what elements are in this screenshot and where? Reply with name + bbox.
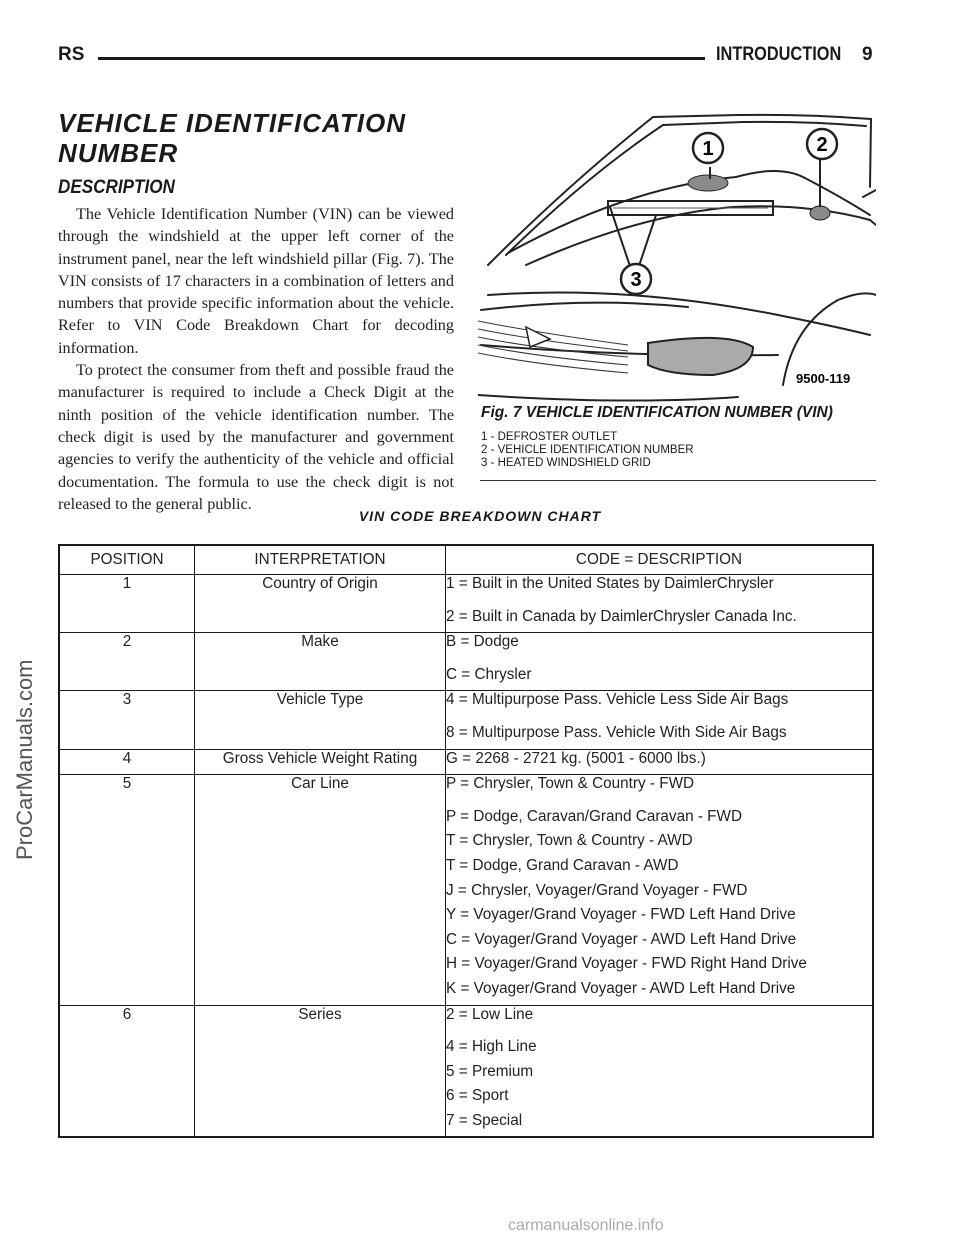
code-line: G = 2268 - 2721 kg. (5001 - 6000 lbs.) xyxy=(446,749,706,767)
interpretation-cell: Country of Origin xyxy=(195,575,446,633)
position-cell: 1 xyxy=(59,575,195,633)
callout-3 xyxy=(621,264,651,294)
code-cell xyxy=(446,775,874,1005)
figure-caption: Fig. 7 VEHICLE IDENTIFICATION NUMBER (VIN) xyxy=(481,404,833,421)
code-line: 5 = Premium xyxy=(446,1062,534,1080)
legend-item: 1 - DEFROSTER OUTLET xyxy=(481,431,618,443)
code-line: 1 = Built in the United States by DaimlerChrysler xyxy=(446,575,774,592)
code-cell xyxy=(446,1005,874,1137)
headlamp xyxy=(648,338,753,375)
defroster-spot xyxy=(688,175,728,191)
vin-plate xyxy=(810,206,830,220)
column-header: POSITION xyxy=(59,545,195,575)
code-line: Y = Voyager/Grand Voyager - FWD Left Hand Drive xyxy=(446,906,796,924)
code-line: P = Dodge, Caravan/Grand Caravan - FWD xyxy=(446,807,743,825)
code-line: J = Chrysler, Voyager/Grand Voyager - FWD xyxy=(446,881,748,899)
interpretation-cell: Gross Vehicle Weight Rating xyxy=(195,749,446,775)
table-header-row xyxy=(59,545,873,575)
paragraph: To protect the consumer from theft and possible fraud the manufacturer is required to include a Check Digit at the ninth position of the vehicle identification number. The check digit is used by the manufacturer and government agencies to verify the authenticity of the vehicle and official documentation. The formula to use the check digit is not released to the general public. xyxy=(58,361,454,513)
column-header: CODE = DESCRIPTION xyxy=(446,545,874,575)
code-cell xyxy=(446,749,874,775)
table-body xyxy=(59,575,873,1138)
position-cell: 3 xyxy=(59,691,195,749)
table-row xyxy=(59,633,873,691)
header-rule xyxy=(98,57,705,60)
code-line: 4 = Multipurpose Pass. Vehicle Less Side Air Bags xyxy=(446,691,789,709)
callout-2 xyxy=(807,129,837,159)
interpretation-cell: Make xyxy=(195,633,446,691)
table-row xyxy=(59,775,873,1005)
svg-text:3: 3 xyxy=(630,269,642,291)
code-line: B = Dodge xyxy=(446,633,519,651)
code-cell xyxy=(446,633,874,691)
position-cell: 5 xyxy=(59,775,195,1005)
code-cell xyxy=(446,575,874,633)
side-watermark: ProCarManuals.com xyxy=(12,659,37,860)
table-row xyxy=(59,575,873,633)
code-line: 2 = Low Line xyxy=(446,1005,534,1023)
column-header: INTERPRETATION xyxy=(195,545,446,575)
section-title: DESCRIPTION xyxy=(58,177,175,198)
code-line: H = Voyager/Grand Voyager - FWD Right Hand Drive xyxy=(446,955,807,973)
page-number: 9 xyxy=(862,44,873,65)
code-line: 2 = Built in Canada by DaimlerChrysler Canada Inc. xyxy=(446,607,797,625)
table-row xyxy=(59,1005,873,1137)
position-cell: 6 xyxy=(59,1005,195,1137)
svg-text:1: 1 xyxy=(702,138,714,160)
header-chapter-title: INTRODUCTION xyxy=(716,44,842,65)
interpretation-cell: Car Line xyxy=(195,775,446,1005)
interpretation-cell: Vehicle Type xyxy=(195,691,446,749)
code-line: T = Chrysler, Town & Country - AWD xyxy=(446,832,693,850)
table-row xyxy=(59,691,873,749)
callout-1 xyxy=(693,133,723,163)
page-title: VEHICLE IDENTIFICATION NUMBER xyxy=(58,108,406,168)
vin-location-illustration xyxy=(478,95,876,405)
code-cell xyxy=(446,691,874,749)
code-line: K = Voyager/Grand Voyager - AWD Left Hand Drive xyxy=(446,979,796,997)
code-line: C = Voyager/Grand Voyager - AWD Left Hand Drive xyxy=(446,930,797,948)
footer-watermark: carmanualsonline.info xyxy=(508,1217,664,1234)
code-line: 7 = Special xyxy=(446,1111,523,1129)
interpretation-cell: Series xyxy=(195,1005,446,1137)
legend-item: 2 - VEHICLE IDENTIFICATION NUMBER xyxy=(481,444,694,456)
table-title: VIN CODE BREAKDOWN CHART xyxy=(358,508,602,524)
position-cell: 4 xyxy=(59,749,195,775)
code-line: 8 = Multipurpose Pass. Vehicle With Side Air Bags xyxy=(446,723,787,741)
header-section-code: RS xyxy=(58,44,85,65)
code-line: C = Chrysler xyxy=(446,665,532,683)
vin-code-table xyxy=(58,544,874,1138)
figure-code: 9500-119 xyxy=(796,371,851,386)
legend-item: 3 - HEATED WINDSHIELD GRID xyxy=(481,457,651,469)
paragraph: The Vehicle Identification Number (VIN) can be viewed through the windshield at the upper left corner of the instrument panel, near the left windshield pillar (Fig. 7). The VIN consists of 17 characters in a combination of letters and numbers that provide specific information about the vehicle. Refer to VIN Code Breakdown Chart for decoding information. xyxy=(58,205,454,357)
figure-rule xyxy=(480,480,876,481)
code-line: T = Dodge, Grand Caravan - AWD xyxy=(446,856,679,874)
figure-legend xyxy=(481,431,694,470)
code-line: 6 = Sport xyxy=(446,1087,509,1105)
code-line: 4 = High Line xyxy=(446,1038,537,1056)
position-cell: 2 xyxy=(59,633,195,691)
code-line: P = Chrysler, Town & Country - FWD xyxy=(446,775,695,793)
svg-text:2: 2 xyxy=(816,134,828,156)
description-text xyxy=(58,203,454,515)
table-row xyxy=(59,749,873,775)
